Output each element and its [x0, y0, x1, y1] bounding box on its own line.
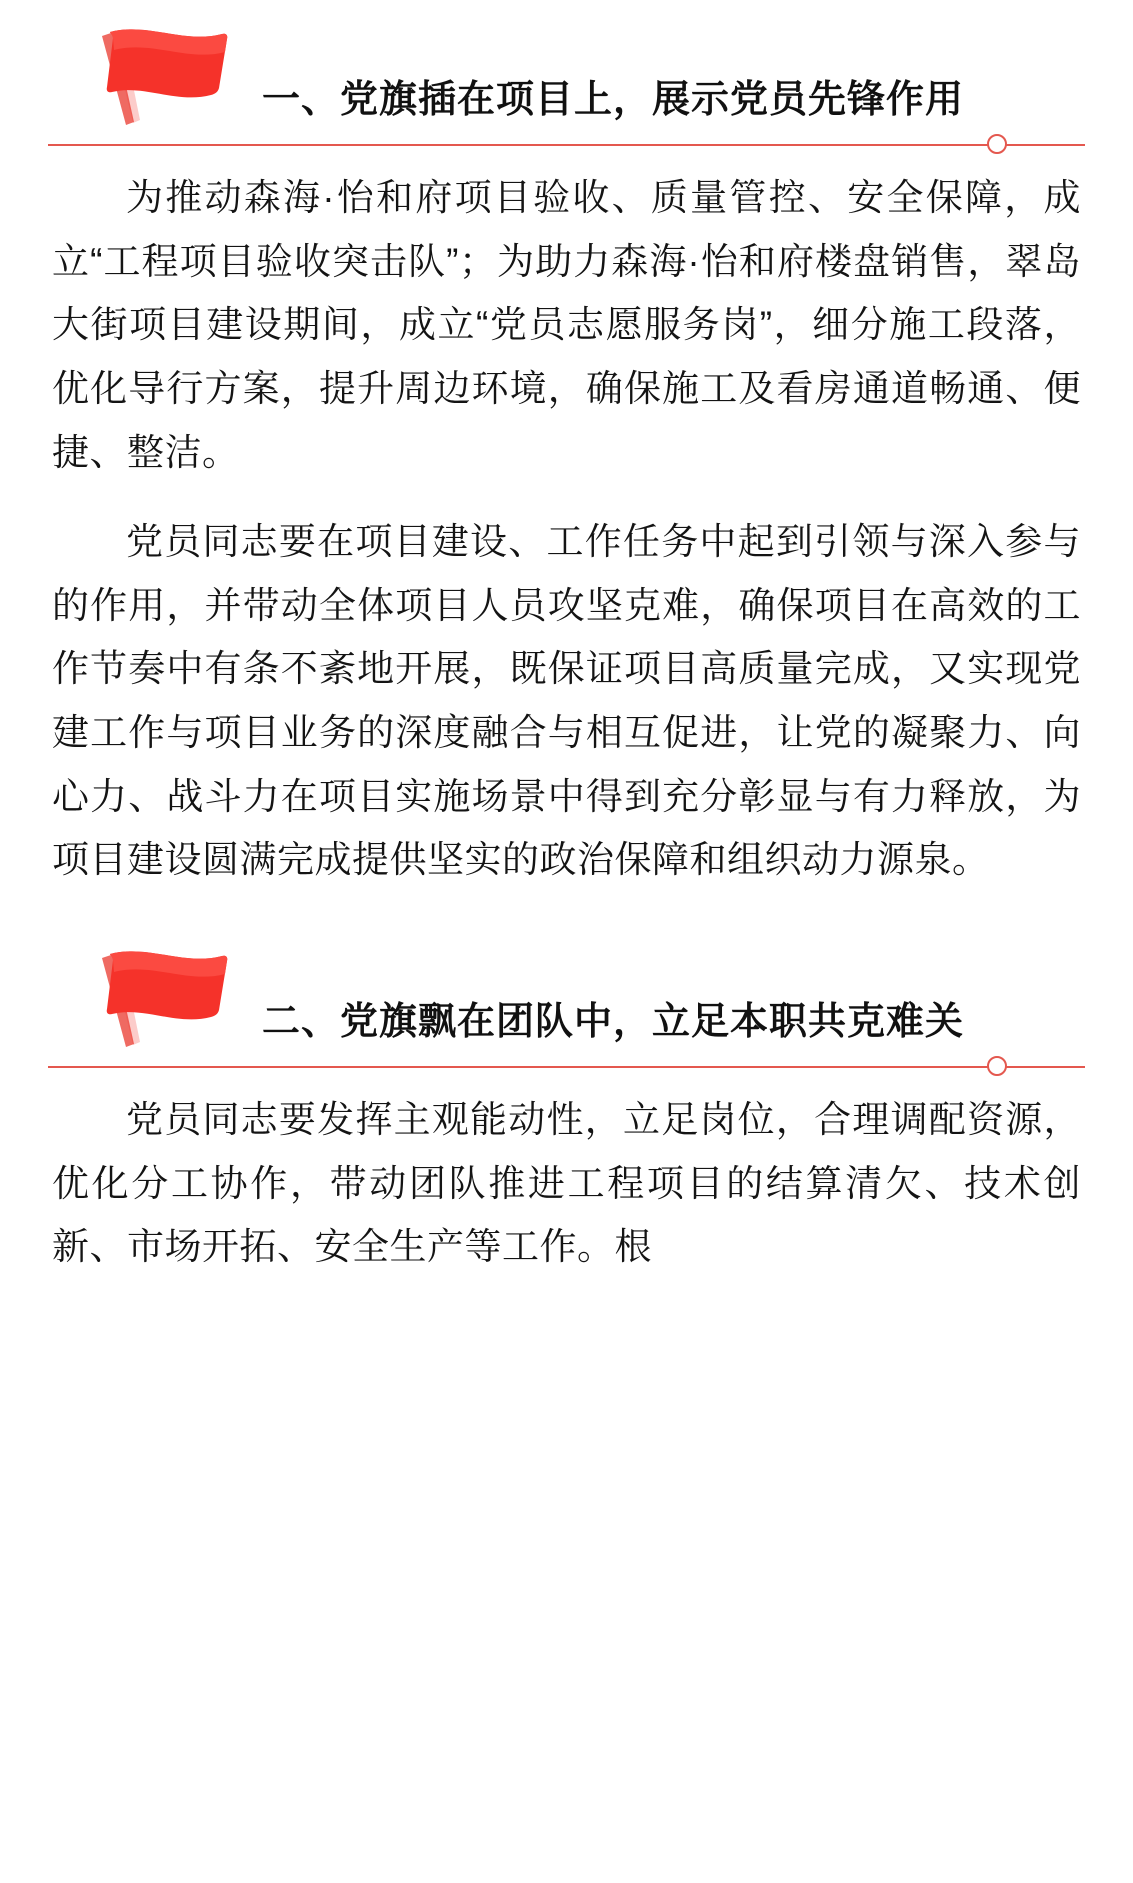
section-heading-two — [48, 944, 1085, 1074]
paragraph: 为推动森海·怡和府项目验收、质量管控、安全保障，成立“工程项目验收突击队”；为助力森海·怡和府楼盘销售，翠岛大街项目建设期间，成立“党员志愿服务岗”，细分施工段落，优化导行方案，提升周边环境，确保施工及看房通道畅通、便捷、整洁。 — [52, 177, 1081, 473]
section-heading-one — [48, 22, 1085, 152]
section-two-body — [48, 1088, 1085, 1279]
heading-rule — [48, 1056, 1085, 1078]
paragraph: 党员同志要发挥主观能动性，立足岗位，合理调配资源，优化分工协作，带动团队推进工程项目的结算清欠、技术创新、市场开拓、安全生产等工作。根 — [52, 1098, 1081, 1268]
heading-rule — [48, 134, 1085, 156]
section-heading-text: 一、党旗插在项目上，展示党员先锋作用 — [262, 79, 965, 122]
red-flag-icon — [88, 948, 248, 1052]
heading-row — [48, 944, 1085, 1052]
heading-rule-dot-icon — [987, 1056, 1007, 1076]
paragraph: 党员同志要在项目建设、工作任务中起到引领与深入参与的作用，并带动全体项目人员攻坚克难，确保项目在高效的工作节奏中有条不紊地开展，既保证项目高质量完成，又实现党建工作与项目业务的深度融合与相互促进，让党的凝聚力、向心力、战斗力在项目实施场景中得到充分彰显与有力释放，为项目建设圆满完成提供坚实的政治保障和组织动力源泉。 — [52, 521, 1081, 881]
heading-rule-line — [48, 144, 1085, 146]
red-flag-icon — [88, 26, 248, 130]
section-heading-text: 二、党旗飘在团队中，立足本职共克难关 — [262, 1001, 965, 1044]
heading-rule-dot-icon — [987, 134, 1007, 154]
heading-row — [48, 22, 1085, 130]
section-one-body — [48, 166, 1085, 892]
heading-rule-line — [48, 1066, 1085, 1068]
